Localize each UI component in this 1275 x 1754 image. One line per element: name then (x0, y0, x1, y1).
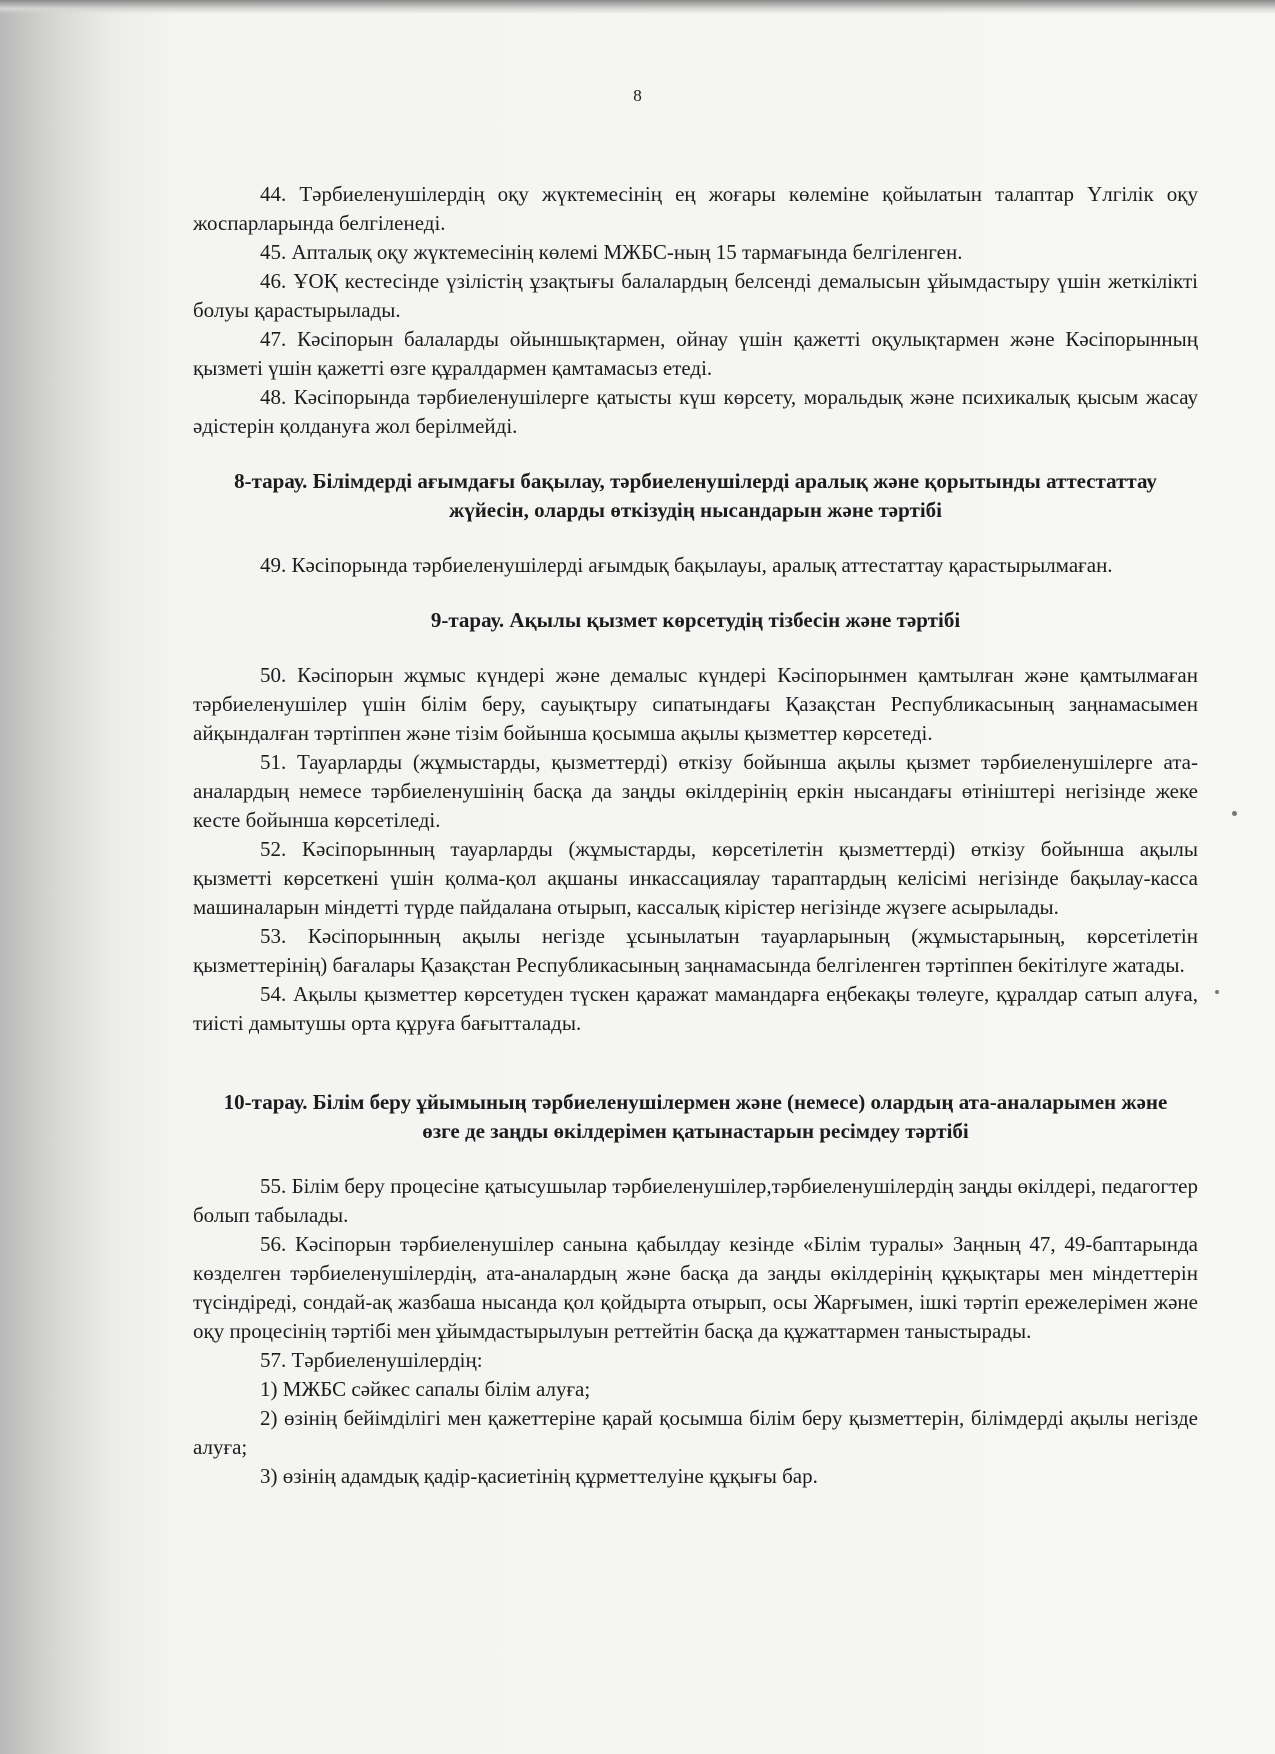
paragraph-48: 48. Кәсіпорында тәрбиеленушілерге қатысты күш көрсету, моральдық және психикалық қысым жасау әдістерін қолдануға жол берілмейді. (193, 385, 1198, 438)
scan-speck (1232, 811, 1237, 816)
paragraph-53: 53. Кәсіпорынның ақылы негізде ұсынылатын тауарларының (жұмыстарының, көрсетілетін қызметтерінің) бағалары Қазақстан Республикасының заңнамасында белгіленген тәртіппен бекітілуге жатады. (193, 924, 1198, 977)
paragraph-51: 51. Тауарларды (жұмыстарды, қызметтерді) өткізу бойынша ақылы қызмет тәрбиеленушілерге ата-аналардың немесе тәрбиеленушінің басқа да заңды өкілдерінің еркін нысандағы өтініштері негізінде жеке кесте бойынша көрсетіледі. (193, 750, 1198, 832)
scan-speck (1215, 990, 1219, 994)
paragraph-44: 44. Тәрбиеленушілердің оқу жүктемесінің ең жоғары көлеміне қойылатын талаптар Үлгілік оқу жоспарларында белгіленеді. (193, 182, 1198, 235)
paragraph-56: 56. Кәсіпорын тәрбиеленушілер санына қабылдау кезінде «Білім туралы» Заңның 47, 49-баптарында көзделген тәрбиеленушілердің, ата-аналардың және басқа да заңды өкілдерінің құқықтары мен міндеттерін түсіндіреді, сондай-ақ жазбаша нысанда қол қойдырта отырып, осы Жарғымен, ішкі тәртіп ережелерімен және оқу процесінің тәртібі мен ұйымдастырылуын реттейтін басқа да құжаттармен таныстырады. (193, 1232, 1198, 1343)
list-item-1: 1) МЖБС сәйкес сапалы білім алуға; (260, 1377, 591, 1401)
paragraph-46: 46. ҰОҚ кестесінде үзілістің ұзақтығы балалардың белсенді демалысын ұйымдастыру үшін жеткілікті болуы қарастырылады. (193, 269, 1198, 322)
paragraph-47: 47. Кәсіпорын балаларды ойыншықтармен, ойнау үшін қажетті оқулықтармен және Кәсіпорынның қызметі үшін қажетті өзге құралдармен қамтамасыз етеді. (193, 327, 1198, 380)
list-item-2: 2) өзінің бейімділігі мен қажеттеріне қарай қосымша білім беру қызметтерін, білімдерді ақылы негізде алуға; (193, 1406, 1198, 1459)
chapter-9-heading: 9-тарау. Ақылы қызмет көрсетудің тізбесін және тәртібі (430, 608, 961, 632)
paragraph-49: 49. Кәсіпорында тәрбиеленушілерді ағымдық бақылауы, аралық аттестаттау қарастырылмаған. (260, 553, 1113, 577)
chapter-8-heading: 8-тарау. Білімдерді ағымдағы бақылау, тәрбиеленушілерді аралық және қорытынды аттестаттау жүйесін, оларды өткізудің нысандарын және тәртібі (234, 469, 1157, 522)
paragraph-50: 50. Кәсіпорын жұмыс күндері және демалыс күндері Кәсіпорынмен қамтылған және қамтылмаған тәрбиеленушілер үшін білім беру, сауықтыру сипатындағы Қазақстан Республикасының заңнамасымен айқындалған тәртіппен және тізім бойынша қосымша ақылы қызметтер көрсетеді. (193, 663, 1198, 745)
paragraph-54: 54. Ақылы қызметтер көрсетуден түскен қаражат мамандарға еңбекақы төлеуге, құралдар сатып алуға, тиісті дамытушы орта құруға бағытталады. (193, 982, 1198, 1035)
paragraph-52: 52. Кәсіпорынның тауарларды (жұмыстарды, көрсетілетін қызметтерді) өткізу бойынша ақылы қызметті көрсеткені үшін қолма-қол ақшаны инкассациялау тараптардың келісімі негізінде бақылау-касса машиналарын міндетті түрде пайдалана отырып, кассалық кірістер негізінде жүзеге асырылады. (193, 837, 1198, 919)
chapter-10-heading: 10-тарау. Білім беру ұйымының тәрбиеленушілермен және (немесе) олардың ата-аналарымен және өзге де заңды өкілдерімен қатынастарын ресімдеу тәртібі (223, 1090, 1168, 1143)
paragraph-57: 57. Тәрбиеленушілердің: (260, 1348, 483, 1372)
list-item-3: 3) өзінің адамдық қадір-қасиетінің құрметтелуіне құқығы бар. (260, 1464, 818, 1488)
scan-top-edge (0, 0, 1275, 14)
paragraph-45: 45. Апталық оқу жүктемесінің көлемі МЖБС-ның 15 тармағында белгіленген. (260, 240, 963, 264)
page-number: 8 (633, 86, 642, 105)
paragraph-55: 55. Білім беру процесіне қатысушылар тәрбиеленушілер,тәрбиеленушілердің заңды өкілдері, педагогтер болып табылады. (193, 1174, 1198, 1227)
document-body (193, 180, 1198, 1491)
